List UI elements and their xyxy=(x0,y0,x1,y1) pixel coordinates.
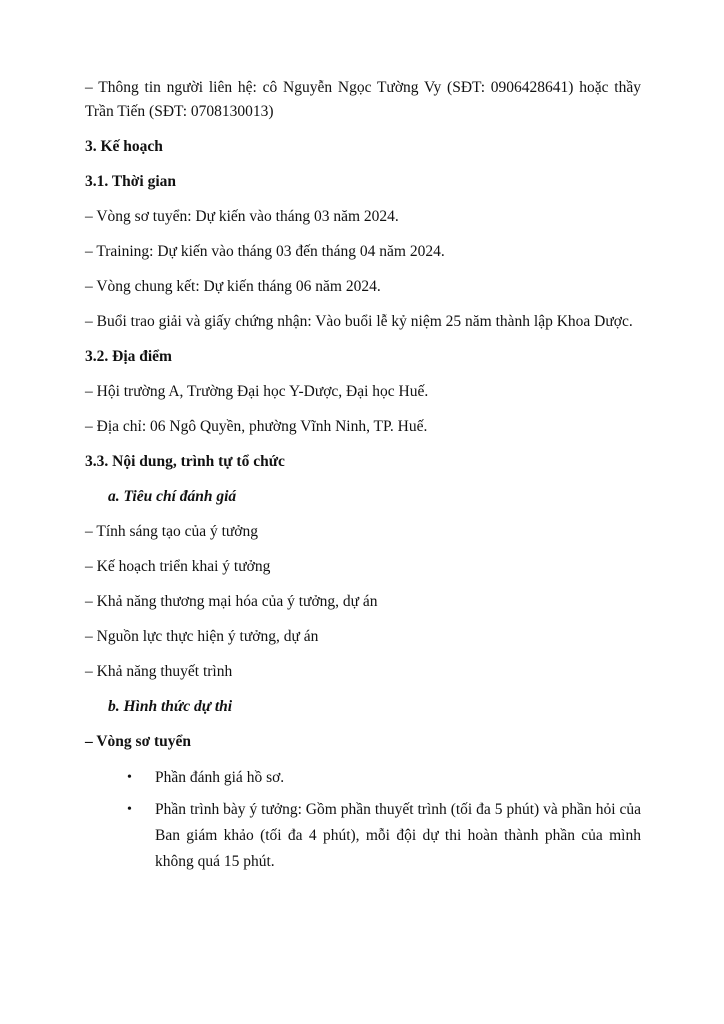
heading-preliminary-round: – Vòng sơ tuyển xyxy=(85,733,192,750)
section-heading-3-1: 3.1. Thời gian xyxy=(85,173,176,190)
paragraph-preliminary-round: – Vòng sơ tuyển: Dự kiến vào tháng 03 năm 2024. xyxy=(85,208,399,225)
paragraph-venue: – Hội trường A, Trường Đại học Y-Dược, Đại học Huế. xyxy=(85,383,429,400)
section-heading-3-3: 3.3. Nội dung, trình tự tổ chức xyxy=(85,453,285,470)
sub-heading-b-format: b. Hình thức dự thi xyxy=(108,698,233,715)
section-heading-3: 3. Kế hoạch xyxy=(85,138,163,155)
paragraph-training: – Training: Dự kiến vào tháng 03 đến tháng 04 năm 2024. xyxy=(85,243,445,260)
sub-heading-a-criteria: a. Tiêu chí đánh giá xyxy=(108,488,237,505)
paragraph-criteria-plan: – Kế hoạch triển khai ý tưởng xyxy=(85,558,271,575)
paragraph-award-ceremony: – Buổi trao giải và giấy chứng nhận: Vào buổi lễ kỷ niệm 25 năm thành lập Khoa Dược. xyxy=(85,313,633,330)
bullet-text: Phần trình bày ý tưởng: Gồm phần thuyết trình (tối đa 5 phút) và phần hỏi của Ban giám khảo (tối đa 4 phút), mỗi đội dự thi hoàn thành phần của mình không quá 15 phút. xyxy=(155,801,641,870)
bullet-item-idea-presentation xyxy=(85,797,641,875)
bullet-icon: • xyxy=(127,770,132,785)
paragraph-criteria-creativity: – Tính sáng tạo của ý tưởng xyxy=(85,523,259,540)
document-content xyxy=(85,76,641,881)
paragraph-final-round: – Vòng chung kết: Dự kiến tháng 06 năm 2024. xyxy=(85,278,381,295)
paragraph-address: – Địa chỉ: 06 Ngô Quyền, phường Vĩnh Ninh, TP. Huế. xyxy=(85,418,428,435)
paragraph-criteria-presentation: – Khả năng thuyết trình xyxy=(85,663,233,680)
paragraph-contact-info: – Thông tin người liên hệ: cô Nguyễn Ngọc Tường Vy (SĐT: 0906428641) hoặc thầy Trần Tiến (SĐT: 0708130013) xyxy=(85,79,641,120)
bullet-text: Phần đánh giá hồ sơ. xyxy=(155,769,285,786)
paragraph-criteria-commercialization: – Khả năng thương mại hóa của ý tưởng, dự án xyxy=(85,593,378,610)
bullet-icon: • xyxy=(127,802,132,817)
paragraph-criteria-resources: – Nguồn lực thực hiện ý tưởng, dự án xyxy=(85,628,319,645)
section-heading-3-2: 3.2. Địa điểm xyxy=(85,348,172,365)
bullet-item-profile-review xyxy=(85,765,641,791)
